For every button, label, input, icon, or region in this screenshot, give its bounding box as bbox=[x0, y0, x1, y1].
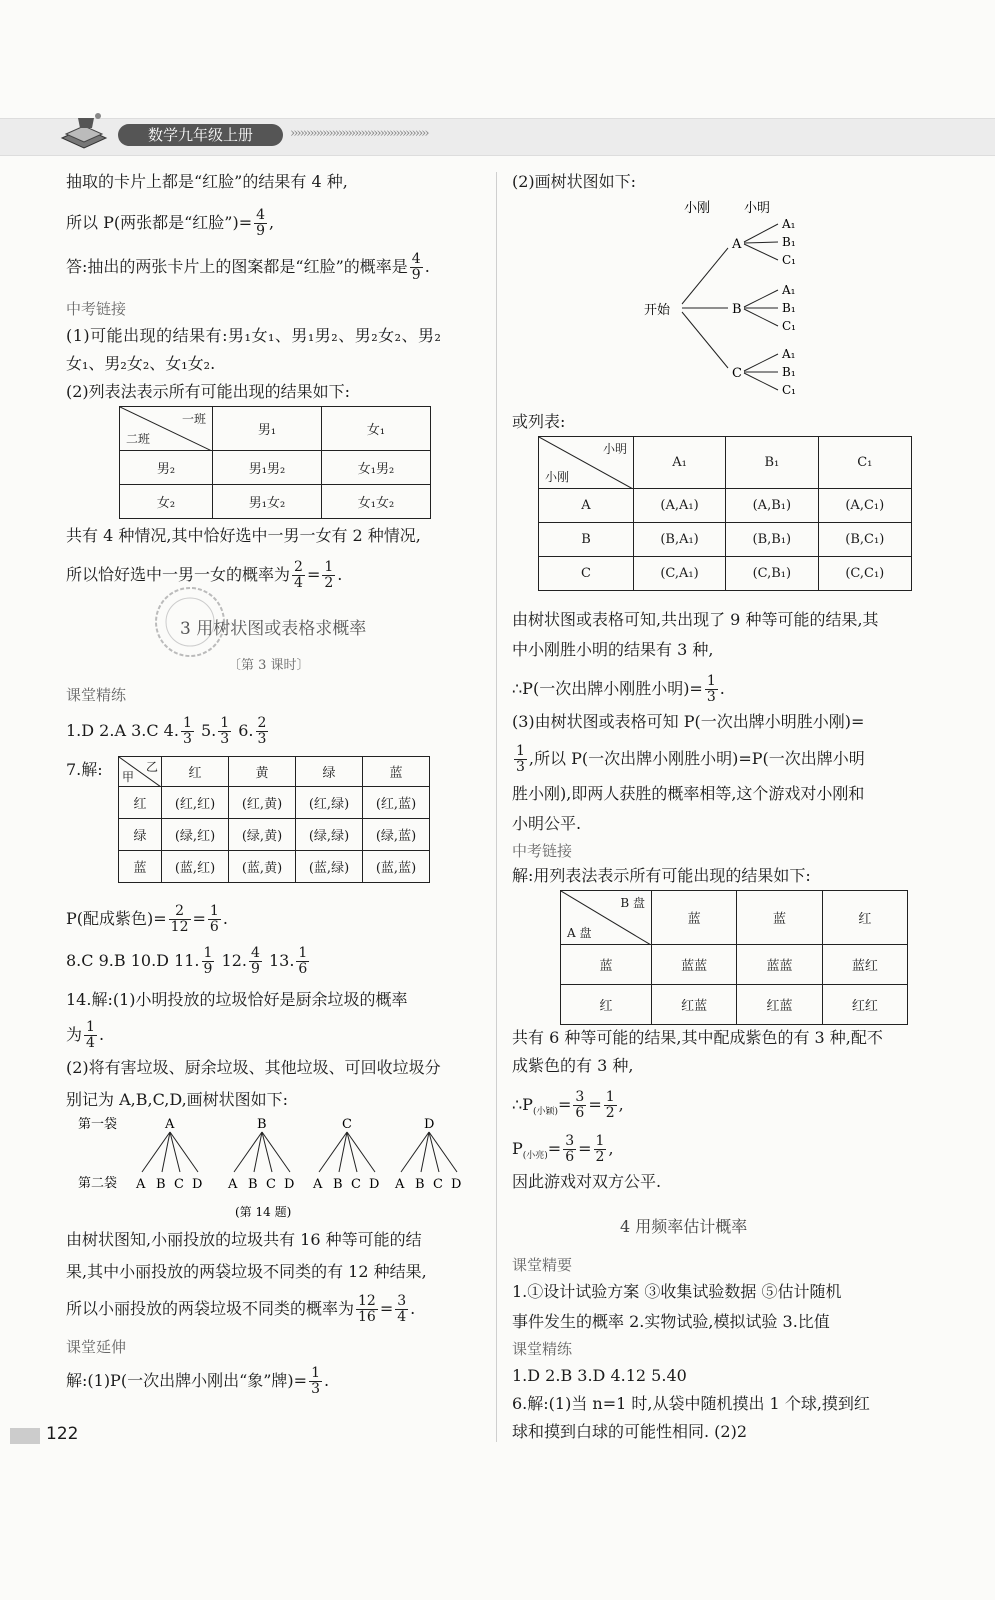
q14-line2 bbox=[66, 1020, 104, 1051]
right-line-1: (2)画树状图如下: bbox=[512, 172, 637, 191]
table-spinner bbox=[560, 890, 908, 1025]
right-line-3: 中小刚胜小明的结果有 3 种, bbox=[512, 640, 714, 659]
fraction bbox=[573, 1090, 586, 1121]
denominator: 6 bbox=[209, 919, 219, 935]
fraction bbox=[181, 716, 194, 747]
numerator: 1 bbox=[595, 1133, 605, 1149]
fraction bbox=[208, 904, 221, 935]
row-label: 蓝 bbox=[119, 851, 162, 883]
text: 5. bbox=[195, 721, 217, 740]
left-line-1: 抽取的卡片上都是“红脸”的结果有 4 种, bbox=[66, 172, 348, 191]
tree-leaf: A bbox=[395, 1177, 405, 1192]
corner-bottom: 二班 bbox=[126, 432, 151, 446]
table-header: 蓝 bbox=[652, 891, 737, 945]
section-zhongkao-2: 中考链接 bbox=[512, 842, 573, 860]
numerator: 1 bbox=[516, 743, 525, 759]
table-cell: 蓝蓝 bbox=[737, 945, 822, 985]
tree-leaf: C bbox=[174, 1177, 184, 1192]
equals: = bbox=[557, 1095, 572, 1114]
tree-leaf: B bbox=[333, 1177, 343, 1192]
denominator: 4 bbox=[86, 1035, 95, 1051]
section-zhongkao-1: 中考链接 bbox=[66, 300, 127, 318]
left-line-2 bbox=[66, 208, 274, 239]
numerator: 1 bbox=[203, 945, 213, 961]
denominator: 3 bbox=[311, 1381, 320, 1397]
tree-node: B bbox=[732, 302, 742, 317]
row-label: 蓝 bbox=[561, 945, 652, 985]
fraction bbox=[169, 904, 191, 935]
right-line-17: 1.D 2.B 3.D 4.12 5.40 bbox=[512, 1366, 687, 1385]
tree-leaf: A₁ bbox=[782, 347, 796, 361]
right-line-10: 共有 6 种等可能的结果,其中配成紫色的有 3 种,配不 bbox=[512, 1028, 883, 1047]
after14-line1: 由树状图知,小丽投放的垃圾共有 16 种等可能的结 bbox=[66, 1230, 422, 1249]
tree-leaf: B₁ bbox=[782, 301, 796, 315]
table-corner bbox=[119, 757, 162, 787]
tree-node: A bbox=[165, 1117, 175, 1132]
section-4-title: 4 用频率估计概率 bbox=[620, 1217, 748, 1236]
ext-line1 bbox=[66, 1366, 329, 1397]
tree-leaf: B bbox=[415, 1177, 425, 1192]
fraction bbox=[322, 560, 335, 591]
fraction bbox=[84, 1020, 97, 1051]
numerator: 1 bbox=[298, 945, 308, 961]
right-line-15: 1.①设计试验方案 ③收集试验数据 ⑤估计随机 bbox=[512, 1282, 842, 1301]
section-extension: 课堂延伸 bbox=[66, 1338, 127, 1356]
right-line-18: 6.解:(1)当 n=1 时,从袋中随机摸出 1 个球,摸到红 bbox=[512, 1394, 870, 1413]
text: 13. bbox=[263, 951, 295, 970]
q14-line4: 别记为 A,B,C,D,画树状图如下: bbox=[66, 1090, 289, 1109]
table-header: 女₁ bbox=[322, 407, 431, 451]
table-game bbox=[538, 436, 912, 591]
table-cell: (B,A₁) bbox=[634, 523, 726, 557]
numerator: 2 bbox=[169, 904, 191, 920]
right-line-7: 胜小刚),即两人获胜的概率相等,这个游戏对小刚和 bbox=[512, 784, 865, 803]
denominator: 2 bbox=[324, 575, 334, 591]
table-cell: (绿,绿) bbox=[296, 819, 363, 851]
table-cell: (蓝,绿) bbox=[296, 851, 363, 883]
tree-leaf: D bbox=[284, 1177, 295, 1192]
table-cell: (蓝,黄) bbox=[229, 851, 296, 883]
numerator: 1 bbox=[86, 1019, 95, 1035]
fraction bbox=[356, 1294, 378, 1325]
tree-leaf: B₁ bbox=[782, 235, 796, 249]
text: 答:抽出的两张卡片上的图案都是“红脸”的概率是 bbox=[66, 257, 408, 276]
text: P bbox=[512, 1139, 523, 1158]
table-cell: (A,A₁) bbox=[634, 489, 726, 523]
left-line-3 bbox=[66, 252, 430, 283]
numerator: 12 bbox=[358, 1293, 376, 1309]
table-cell: (绿,蓝) bbox=[363, 819, 430, 851]
tree-caption: (第 14 题) bbox=[235, 1205, 292, 1219]
table-cell: 女₁女₂ bbox=[322, 485, 431, 519]
table-cell: (蓝,蓝) bbox=[363, 851, 430, 883]
table-corner bbox=[539, 437, 634, 489]
section-classwork-2: 课堂精练 bbox=[512, 1340, 573, 1358]
fraction bbox=[514, 744, 527, 775]
table-header: 蓝 bbox=[737, 891, 822, 945]
table-cell: (绿,黄) bbox=[229, 819, 296, 851]
fraction bbox=[202, 946, 215, 977]
text: 12. bbox=[216, 951, 247, 970]
denominator: 6 bbox=[565, 1149, 575, 1165]
tree-leaf: A₁ bbox=[782, 283, 796, 297]
tree-leaf: A bbox=[136, 1177, 146, 1192]
tree-leaf: C bbox=[351, 1177, 361, 1192]
tree-node: A bbox=[732, 237, 742, 252]
tree-branch bbox=[744, 373, 778, 390]
tree-branch bbox=[744, 290, 778, 307]
section-title: 3 用树状图或表格求概率 bbox=[180, 619, 367, 639]
text: . bbox=[98, 1025, 105, 1044]
subscript: (小颖) bbox=[532, 1107, 558, 1118]
table-cell: 红蓝 bbox=[652, 985, 737, 1025]
table-cell: (A,B₁) bbox=[726, 489, 818, 523]
text: 所以 P(两张都是“红脸”)= bbox=[66, 213, 253, 232]
tree-root: 开始 bbox=[644, 303, 671, 318]
after14-line3 bbox=[66, 1294, 415, 1325]
tree-branch bbox=[347, 1132, 357, 1172]
fraction bbox=[256, 716, 269, 747]
tree-leaf: B₁ bbox=[782, 365, 796, 379]
table-cell: (B,C₁) bbox=[818, 523, 911, 557]
denominator: 2 bbox=[595, 1149, 605, 1165]
table-header: 红 bbox=[162, 757, 229, 787]
tree-leaf: C bbox=[266, 1177, 276, 1192]
q14-line3: (2)将有害垃圾、厨余垃圾、其他垃圾、可回收垃圾分 bbox=[66, 1058, 441, 1077]
tree-group-d bbox=[394, 1117, 461, 1192]
row-label: 男₂ bbox=[120, 451, 213, 485]
header-chevrons: ››››››››››››››››››››››››››››››››››››››››››› bbox=[290, 126, 428, 141]
zk1-line2: 女₁、男₂女₂、女₁女₂. bbox=[66, 354, 216, 373]
numerator: 1 bbox=[182, 715, 192, 731]
zk1-line1: (1)可能出现的结果有:男₁女₁、男₁男₂、男₂女₂、男₂ bbox=[66, 326, 442, 345]
text: 6. bbox=[233, 721, 254, 740]
fraction bbox=[604, 1090, 617, 1121]
right-line-2: 由树状图或表格可知,共出现了 9 种等可能的结果,其 bbox=[512, 610, 879, 629]
tree-branch bbox=[744, 244, 778, 260]
denominator: 2 bbox=[605, 1105, 615, 1121]
tree-group-b bbox=[227, 1117, 294, 1192]
table-cell: (A,C₁) bbox=[818, 489, 911, 523]
page-number-tab bbox=[10, 1428, 40, 1444]
numerator: 1 bbox=[605, 1089, 615, 1105]
table-cell: (红,红) bbox=[162, 787, 229, 819]
text: . bbox=[424, 257, 430, 276]
text: . bbox=[324, 1371, 330, 1390]
denominator: 4 bbox=[294, 575, 303, 591]
table-header: 黄 bbox=[229, 757, 296, 787]
fraction bbox=[218, 716, 231, 747]
denominator: 16 bbox=[358, 1309, 376, 1325]
section-classwork: 课堂精练 bbox=[66, 686, 127, 704]
fraction bbox=[410, 252, 423, 283]
tree-diagram-14 bbox=[70, 1112, 480, 1222]
numerator: 3 bbox=[575, 1089, 585, 1105]
tree-node: C bbox=[342, 1117, 352, 1132]
row-label: B bbox=[539, 523, 634, 557]
text: . bbox=[410, 1299, 416, 1318]
table-header: C₁ bbox=[818, 437, 911, 489]
table-header: 绿 bbox=[296, 757, 363, 787]
answers-1-6 bbox=[66, 716, 270, 747]
table-cell: (红,蓝) bbox=[363, 787, 430, 819]
fraction bbox=[309, 1366, 322, 1397]
tree-branch bbox=[170, 1132, 180, 1172]
tree-branch bbox=[347, 1132, 375, 1172]
numerator: 1 bbox=[209, 903, 219, 919]
text: ,所以 P(一次出牌小刚胜小明)=P(一次出牌小明 bbox=[528, 749, 865, 768]
tree-row-label: 第二袋 bbox=[78, 1176, 118, 1191]
fraction bbox=[594, 1134, 607, 1165]
tree-leaf: A bbox=[228, 1177, 238, 1192]
after14-line2: 果,其中小丽投放的两袋垃圾不同类的有 12 种结果, bbox=[66, 1262, 427, 1281]
table-cell: 红红 bbox=[822, 985, 907, 1025]
denominator: 9 bbox=[256, 223, 266, 239]
table-cell: (C,C₁) bbox=[818, 557, 911, 591]
table-colors bbox=[118, 756, 430, 883]
text: ∴P bbox=[512, 1095, 533, 1114]
table-header: 男₁ bbox=[213, 407, 322, 451]
corner-top: 小明 bbox=[602, 442, 627, 456]
tree-leaf: D bbox=[451, 1177, 462, 1192]
tree-branch bbox=[170, 1132, 198, 1172]
right-line-8: 小明公平. bbox=[512, 814, 582, 833]
right-line-5: (3)由树状图或表格可知 P(一次出牌小明胜小刚)= bbox=[512, 712, 865, 731]
table-cell: 男₁女₂ bbox=[213, 485, 322, 519]
row-label: C bbox=[539, 557, 634, 591]
text: , bbox=[618, 1095, 624, 1114]
or-table-label: 或列表: bbox=[512, 412, 566, 431]
right-line-12 bbox=[512, 1090, 624, 1122]
tree-branch bbox=[682, 248, 728, 304]
equals: = bbox=[588, 1095, 602, 1114]
numerator: 1 bbox=[324, 559, 334, 575]
table-cell: (红,绿) bbox=[296, 787, 363, 819]
numerator: 3 bbox=[397, 1293, 407, 1309]
table-cell: (B,B₁) bbox=[726, 523, 818, 557]
denominator: 3 bbox=[182, 731, 192, 747]
table-header: 红 bbox=[822, 891, 907, 945]
tree-branch bbox=[744, 354, 778, 371]
denominator: 12 bbox=[170, 919, 189, 935]
numerator: 4 bbox=[250, 945, 260, 961]
tree-node: C bbox=[732, 366, 742, 381]
lesson-label: 〔第 3 课时〕 bbox=[228, 658, 310, 673]
numerator: 1 bbox=[311, 1365, 320, 1381]
corner-bottom: 小刚 bbox=[545, 470, 570, 484]
tree-leaf: C₁ bbox=[782, 383, 796, 397]
row-label: 女₂ bbox=[120, 485, 213, 519]
q7-label: 7.解: bbox=[66, 760, 103, 779]
numerator: 2 bbox=[257, 715, 267, 731]
fraction bbox=[563, 1134, 576, 1165]
text: . bbox=[222, 909, 228, 928]
tree-header: 小明 bbox=[744, 201, 771, 216]
tree-branch bbox=[429, 1132, 439, 1172]
tree-leaf: D bbox=[192, 1177, 203, 1192]
equals: = bbox=[379, 1299, 394, 1318]
table-header: A₁ bbox=[634, 437, 726, 489]
denominator: 3 bbox=[257, 731, 267, 747]
tree-branch bbox=[744, 242, 778, 243]
equals: = bbox=[192, 909, 206, 928]
table-cell: 男₁男₂ bbox=[213, 451, 322, 485]
equals: = bbox=[578, 1139, 592, 1158]
tree-branch bbox=[744, 224, 778, 242]
tree-leaf: A₁ bbox=[782, 217, 796, 231]
tree-leaf: B bbox=[156, 1177, 166, 1192]
text: 所以恰好选中一男一女的概率为 bbox=[66, 565, 291, 584]
denominator: 4 bbox=[397, 1309, 407, 1325]
tree-node: B bbox=[257, 1117, 267, 1132]
table-header: B₁ bbox=[726, 437, 818, 489]
text: 1.D 2.A 3.C 4. bbox=[66, 721, 179, 740]
text: 解:(1)P(一次出牌小刚出“象”牌)= bbox=[66, 1371, 308, 1390]
tree-leaf: A bbox=[313, 1177, 323, 1192]
corner-top: B 盘 bbox=[620, 896, 645, 910]
numerator: 1 bbox=[220, 715, 230, 731]
right-line-6 bbox=[512, 744, 865, 775]
row-label: 绿 bbox=[119, 819, 162, 851]
after-table1-line1: 共有 4 种情况,其中恰好选中一男一女有 2 种情况, bbox=[66, 526, 421, 545]
denominator: 9 bbox=[250, 961, 260, 977]
corner-bottom: 甲 bbox=[122, 770, 135, 784]
text: P(配成紫色)= bbox=[66, 909, 167, 928]
numerator: 4 bbox=[256, 207, 266, 223]
table-class bbox=[119, 406, 431, 519]
p7-line bbox=[66, 904, 228, 935]
row-label: A bbox=[539, 489, 634, 523]
zk1-line3: (2)列表法表示所有可能出现的结果如下: bbox=[66, 382, 351, 401]
right-line-13 bbox=[512, 1134, 614, 1166]
answers-8-13 bbox=[66, 946, 311, 977]
equals: = bbox=[306, 565, 321, 584]
denominator: 6 bbox=[298, 961, 308, 977]
denominator: 3 bbox=[706, 689, 716, 705]
numerator: 3 bbox=[565, 1133, 575, 1149]
table-cell: 蓝蓝 bbox=[652, 945, 737, 985]
fraction bbox=[249, 946, 262, 977]
numerator: 2 bbox=[294, 559, 303, 575]
table-cell: (C,B₁) bbox=[726, 557, 818, 591]
right-line-4 bbox=[512, 674, 725, 705]
page-number: 122 bbox=[46, 1424, 79, 1444]
subscript: (小亮) bbox=[522, 1151, 548, 1162]
book-icon bbox=[58, 108, 110, 152]
tree-group-a bbox=[135, 1117, 202, 1192]
corner-top: 一班 bbox=[181, 412, 206, 426]
text: 所以小丽投放的两袋垃圾不同类的概率为 bbox=[66, 1299, 355, 1318]
tree-leaf: C bbox=[433, 1177, 443, 1192]
table-cell: 蓝红 bbox=[822, 945, 907, 985]
fraction bbox=[292, 560, 305, 591]
row-label: 红 bbox=[119, 787, 162, 819]
fraction bbox=[395, 1294, 408, 1325]
table-corner bbox=[561, 891, 652, 945]
text: 8.C 9.B 10.D 11. bbox=[66, 951, 200, 970]
corner-bottom: A 盘 bbox=[567, 926, 592, 940]
tree-branch bbox=[744, 309, 778, 326]
tree-branch bbox=[429, 1132, 457, 1172]
right-line-11: 成紫色的有 3 种, bbox=[512, 1056, 634, 1075]
corner-top: 乙 bbox=[145, 760, 158, 774]
denominator: 9 bbox=[203, 961, 213, 977]
table-cell: (C,A₁) bbox=[634, 557, 726, 591]
table-cell: 红蓝 bbox=[737, 985, 822, 1025]
fraction bbox=[705, 674, 718, 705]
denominator: 3 bbox=[220, 731, 230, 747]
fraction bbox=[296, 946, 309, 977]
numerator: 1 bbox=[706, 673, 716, 689]
numerator: 4 bbox=[411, 251, 421, 267]
tree-branch bbox=[262, 1132, 272, 1172]
tree-header: 小刚 bbox=[684, 201, 711, 216]
tree-branch bbox=[682, 312, 728, 368]
tree-leaf: C₁ bbox=[782, 319, 796, 333]
tree-subbranches bbox=[744, 224, 778, 390]
right-line-9: 解:用列表法表示所有可能出现的结果如下: bbox=[512, 866, 811, 885]
denominator: 3 bbox=[516, 759, 525, 775]
text: . bbox=[337, 565, 343, 584]
text: ∴P(一次出牌小刚胜小明)= bbox=[512, 679, 703, 698]
denominator: 6 bbox=[575, 1105, 585, 1121]
tree-diagram-game bbox=[640, 196, 820, 408]
q14-line1: 14.解:(1)小明投放的垃圾恰好是厨余垃圾的概率 bbox=[66, 990, 408, 1009]
header-title: 数学九年级上册 bbox=[118, 124, 283, 146]
table-header: 蓝 bbox=[363, 757, 430, 787]
right-line-14: 因此游戏对双方公平. bbox=[512, 1172, 662, 1191]
text: . bbox=[719, 679, 725, 698]
tree-row-label: 第一袋 bbox=[78, 1117, 118, 1132]
table-cell: (红,黄) bbox=[229, 787, 296, 819]
tree-node: D bbox=[424, 1117, 435, 1132]
text: 为 bbox=[66, 1025, 83, 1044]
row-label: 红 bbox=[561, 985, 652, 1025]
table-cell: 女₁男₂ bbox=[322, 451, 431, 485]
right-line-16: 事件发生的概率 2.实物试验,模拟试验 3.比值 bbox=[512, 1312, 830, 1331]
section-key-points: 课堂精要 bbox=[512, 1256, 573, 1274]
column-divider bbox=[496, 172, 497, 1442]
right-line-19: 球和摸到白球的可能性相同. (2)2 bbox=[512, 1422, 748, 1441]
text: , bbox=[269, 213, 275, 232]
text: , bbox=[608, 1139, 614, 1158]
table-cell: (绿,红) bbox=[162, 819, 229, 851]
tree-leaf: C₁ bbox=[782, 253, 796, 267]
equals: = bbox=[547, 1139, 562, 1158]
tree-branch bbox=[262, 1132, 290, 1172]
table-cell: (蓝,红) bbox=[162, 851, 229, 883]
tree-group-c bbox=[312, 1117, 379, 1192]
denominator: 9 bbox=[411, 267, 421, 283]
tree-leaf: D bbox=[369, 1177, 380, 1192]
tree-leaf: B bbox=[248, 1177, 258, 1192]
table-corner bbox=[120, 407, 213, 451]
fraction bbox=[254, 208, 267, 239]
